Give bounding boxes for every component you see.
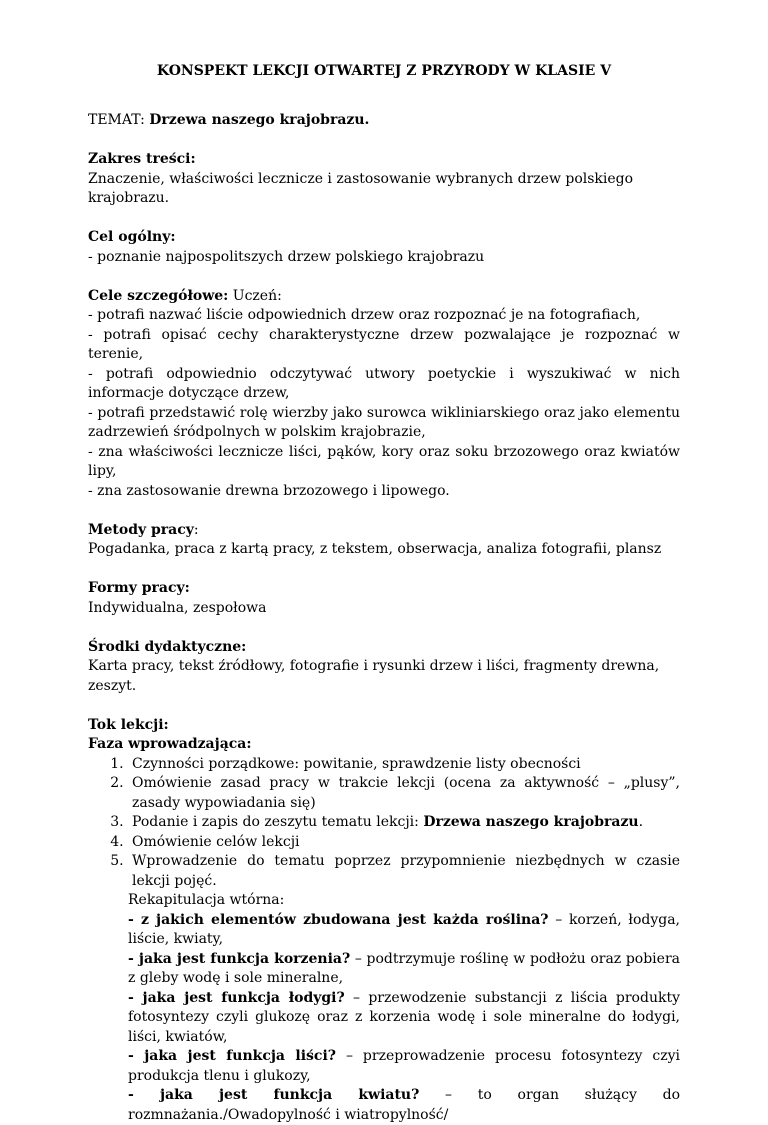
srodki-heading: Środki dydaktyczne: bbox=[88, 639, 246, 655]
cel-item: - potrafi opisać cechy charakterystyczne drzew pozwalające je rozpoznać w terenie, bbox=[88, 326, 680, 365]
document-body bbox=[88, 111, 680, 1125]
tok-heading: Tok lekcji: bbox=[88, 717, 169, 733]
tok-section bbox=[88, 716, 680, 1125]
qa-item bbox=[128, 911, 680, 950]
cel-ogolny-heading: Cel ogólny: bbox=[88, 229, 176, 245]
zakres-section bbox=[88, 150, 680, 209]
steps-list bbox=[88, 755, 680, 892]
qa-question: - jaka jest funkcja kwiatu? bbox=[128, 1087, 419, 1103]
cel-ogolny-section bbox=[88, 228, 680, 267]
cel-item: - zna zastosowanie drewna brzozowego i lipowego. bbox=[88, 482, 680, 502]
formy-heading: Formy pracy: bbox=[88, 580, 190, 596]
zakres-text: Znaczenie, właściwości lecznicze i zastosowanie wybranych drzew polskiego krajobrazu. bbox=[88, 170, 680, 209]
qa-question: - jaka jest funkcja korzenia? bbox=[128, 951, 350, 967]
metody-heading: Metody pracy bbox=[88, 522, 194, 538]
qa-item bbox=[128, 989, 680, 1048]
metody-colon: : bbox=[194, 522, 199, 538]
step-bold: Drzewa naszego krajobrazu bbox=[423, 814, 638, 830]
rekapitulacja: Rekapitulacja wtórna: bbox=[88, 891, 680, 911]
cele-szczegolowe-heading: Cele szczegółowe: bbox=[88, 288, 228, 304]
list-item bbox=[128, 833, 680, 853]
metody-section bbox=[88, 521, 680, 560]
list-item bbox=[128, 755, 680, 775]
qa-list bbox=[88, 911, 680, 1125]
zakres-heading: Zakres treści: bbox=[88, 151, 196, 167]
list-item bbox=[128, 774, 680, 813]
step-text: Omówienie zasad pracy w trakcie lekcji (ocena za aktywność – „plusy”, zasady wypowiadania się) bbox=[132, 775, 680, 811]
qa-answer: – korzeń, łodyga, liście, kwiaty, bbox=[128, 912, 680, 948]
cel-item: - potrafi nazwać liście odpowiednich drzew oraz rozpoznać je na fotografiach, bbox=[88, 306, 680, 326]
step-text: Omówienie celów lekcji bbox=[132, 834, 300, 850]
qa-question: - z jakich elementów zbudowana jest każda roślina? bbox=[128, 912, 549, 928]
qa-item bbox=[128, 950, 680, 989]
temat-section bbox=[88, 111, 680, 131]
temat-label: TEMAT: bbox=[88, 112, 149, 128]
srodki-text: Karta pracy, tekst źródłowy, fotografie i rysunki drzew i liści, fragmenty drewna, zeszyt. bbox=[88, 657, 680, 696]
step-after: . bbox=[639, 814, 643, 830]
srodki-section bbox=[88, 638, 680, 697]
qa-question: - jaka jest funkcja liści? bbox=[128, 1048, 336, 1064]
faza-heading: Faza wprowadzająca: bbox=[88, 736, 252, 752]
step-text: Wprowadzenie do tematu poprzez przypomnienie niezbędnych w czasie lekcji pojęć. bbox=[132, 853, 680, 889]
qa-answer: – przewodzenie substancji z liścia produkty fotosyntezy czyli glukozę oraz z korzenia wodę i sole mineralne do łodygi, liści, kwiatów, bbox=[128, 990, 680, 1045]
cel-item: - potrafi odpowiednio odczytywać utwory poetyckie i wyszukiwać w nich informacje dotyczące drzew, bbox=[88, 365, 680, 404]
qa-question: - jaka jest funkcja łodygi? bbox=[128, 990, 345, 1006]
cele-szczegolowe-intro: Uczeń: bbox=[228, 288, 281, 304]
cel-item: - potrafi przedstawić rolę wierzby jako surowca wikliniarskiego oraz jako elementu zadrzewień śródpolnych w polskim krajobrazie, bbox=[88, 404, 680, 443]
step-text: Czynności porządkowe: powitanie, sprawdzenie listy obecności bbox=[132, 756, 581, 772]
temat-value: Drzewa naszego krajobrazu. bbox=[149, 112, 369, 128]
list-item bbox=[128, 813, 680, 833]
qa-answer: – podtrzymuje roślinę w podłożu oraz pobiera z gleby wodę i sole mineralne, bbox=[128, 951, 680, 987]
cel-item: - zna właściwości lecznicze liści, pąków, kory oraz soku brzozowego oraz kwiatów lipy, bbox=[88, 443, 680, 482]
document-title: KONSPEKT LEKCJI OTWARTEJ Z PRZYRODY W KLASIE V bbox=[0, 62, 768, 82]
list-item bbox=[128, 852, 680, 891]
cele-szczegolowe-section bbox=[88, 287, 680, 502]
formy-section bbox=[88, 579, 680, 618]
metody-text: Pogadanka, praca z kartą pracy, z tekstem, obserwacja, analiza fotografii, plansz bbox=[88, 540, 680, 560]
qa-item bbox=[128, 1047, 680, 1086]
qa-answer: – to organ służący do rozmnażania./Owadopylność i wiatropylność/ bbox=[128, 1087, 680, 1123]
qa-answer: – przeprowadzenie procesu fotosyntezy czyi produkcja tlenu i glukozy, bbox=[128, 1048, 680, 1084]
step-text: Podanie i zapis do zeszytu tematu lekcji: bbox=[132, 814, 423, 830]
cel-ogolny-text: - poznanie najpospolitszych drzew polskiego krajobrazu bbox=[88, 248, 680, 268]
formy-text: Indywidualna, zespołowa bbox=[88, 599, 680, 619]
qa-item bbox=[128, 1086, 680, 1125]
